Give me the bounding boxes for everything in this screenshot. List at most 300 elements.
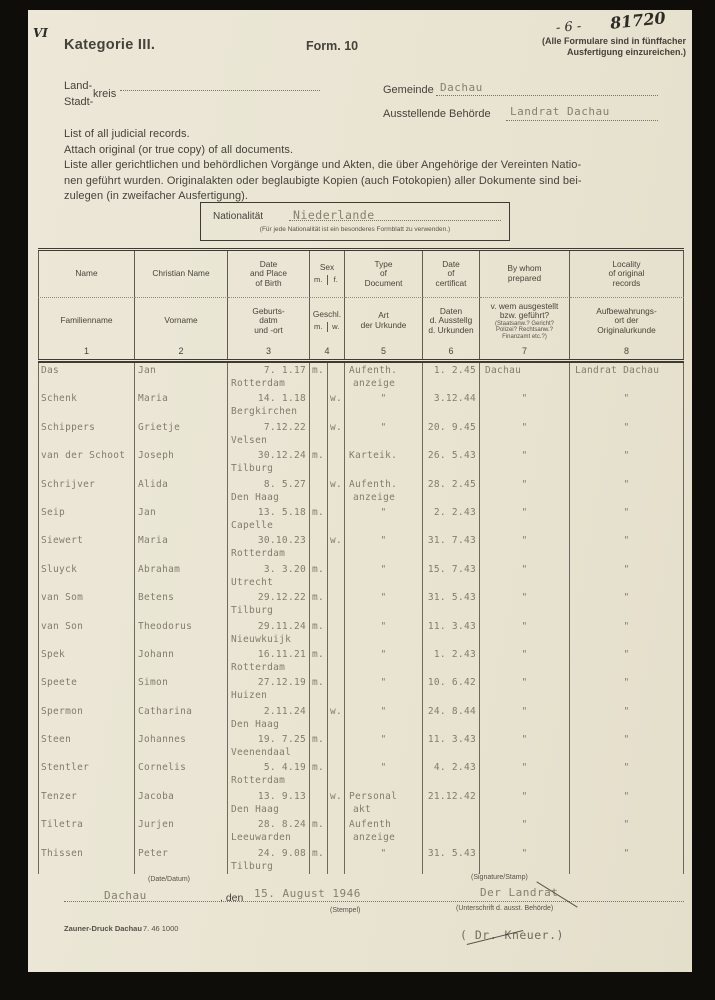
cell-doc-type — [345, 732, 423, 760]
cell-doc-type — [345, 477, 423, 505]
birth-place: Capelle — [231, 519, 274, 531]
nationality-note: (Für jede Nationalität ist ein besonderes Formblatt zu verwenden.) — [259, 226, 451, 233]
cell-first-name: Johannes — [135, 732, 228, 760]
cell-first-name: Jurjen — [135, 817, 228, 845]
cell-sex-w — [328, 619, 345, 647]
cert-date: 31. 7.43 — [427, 535, 476, 547]
birth-place: Den Haag — [231, 491, 280, 503]
cell-locality: " — [570, 533, 684, 561]
col-header-art: Art der Urkunde — [345, 298, 423, 344]
stadt-label: Stadt- — [64, 96, 94, 108]
col-header-geburt: Geburts- datm und -ort — [228, 298, 310, 344]
table-row — [38, 817, 684, 845]
cell-sex-m: m. — [310, 590, 328, 618]
table-row — [38, 619, 684, 647]
cell-cert-date — [423, 675, 480, 703]
cell-first-name: Maria — [135, 533, 228, 561]
cell-birth — [228, 477, 310, 505]
doc-type-line: " — [380, 592, 387, 604]
cell-sex-m — [310, 533, 328, 561]
birth-place: Utrecht — [231, 576, 274, 588]
table-row — [38, 363, 684, 391]
cell-first-name: Alida — [135, 477, 228, 505]
cell-doc-type — [345, 760, 423, 788]
document-page — [28, 10, 692, 972]
table-row — [38, 846, 684, 874]
cell-first-name: Joseph — [135, 448, 228, 476]
printer-imprint: Zauner-Druck Dachau — [64, 924, 142, 933]
cell-sex-m — [310, 704, 328, 732]
doc-type-line: " — [380, 563, 387, 575]
cell-prepared: " — [480, 675, 570, 703]
cert-date: 24. 8.44 — [427, 705, 476, 717]
cert-date: 31. 5.43 — [427, 592, 476, 604]
cell-birth — [228, 619, 310, 647]
cell-doc-type — [345, 590, 423, 618]
doc-type-line: " — [380, 847, 387, 859]
cell-cert-date — [423, 789, 480, 817]
cell-birth — [228, 562, 310, 590]
nationality-value: Niederlande — [293, 208, 375, 222]
cert-date: 2. 2.43 — [433, 506, 476, 518]
instruction-line: List of all judicial records. — [64, 128, 190, 140]
cell-family-name: Spermon — [38, 704, 135, 732]
cell-locality: " — [570, 647, 684, 675]
cell-doc-type — [345, 505, 423, 533]
doc-type-line: " — [380, 393, 387, 405]
instruction-line: nen geführt wurden. Originalakten oder beglaubigte Kopien (auch Fotokopien) aller Dokumente sind bei- — [64, 174, 582, 187]
birth-date: 13. 5.18 — [257, 506, 306, 518]
cell-sex-m: m. — [310, 732, 328, 760]
cell-sex-w: w. — [328, 420, 345, 448]
col-header-type: Type of Document — [345, 251, 423, 298]
nationality-box — [200, 202, 510, 241]
birth-date: 13. 9.13 — [257, 790, 306, 802]
cell-first-name: Betens — [135, 590, 228, 618]
cell-family-name: Schrijver — [38, 477, 135, 505]
cell-doc-type — [345, 647, 423, 675]
cell-cert-date — [423, 505, 480, 533]
date-value: 15. August 1946 — [254, 887, 361, 900]
cell-sex-w — [328, 448, 345, 476]
cell-first-name: Jacoba — [135, 789, 228, 817]
cell-family-name: Spek — [38, 647, 135, 675]
doc-type-line: Aufenth. — [349, 478, 398, 490]
cell-cert-date — [423, 590, 480, 618]
cell-birth — [228, 732, 310, 760]
cell-sex-w — [328, 817, 345, 845]
cell-locality: " — [570, 505, 684, 533]
cell-first-name: Cornelis — [135, 760, 228, 788]
cell-prepared: " — [480, 505, 570, 533]
gemeinde-fill-line — [436, 95, 658, 96]
cell-sex-w: w. — [328, 391, 345, 419]
cell-prepared: " — [480, 647, 570, 675]
cell-prepared: " — [480, 562, 570, 590]
cell-cert-date — [423, 647, 480, 675]
table-row — [38, 505, 684, 533]
table-row — [38, 448, 684, 476]
col-header-familienname: Familienname — [38, 298, 135, 344]
cell-birth — [228, 704, 310, 732]
cell-first-name: Johann — [135, 647, 228, 675]
cell-family-name: Tenzer — [38, 789, 135, 817]
cell-first-name: Abraham — [135, 562, 228, 590]
den-label: , den — [220, 892, 244, 904]
cell-sex-m — [310, 477, 328, 505]
cert-date: 4. 2.43 — [433, 762, 476, 774]
table-row — [38, 647, 684, 675]
cell-prepared: " — [480, 391, 570, 419]
instruction-line: Attach original (or true copy) of all documents. — [64, 143, 294, 156]
col-header-geschl: Geschl. m. w. — [310, 298, 345, 344]
kreis-label: kreis — [93, 88, 117, 100]
cell-cert-date — [423, 619, 480, 647]
cell-sex-m — [310, 391, 328, 419]
cell-sex-w — [328, 505, 345, 533]
doc-type-line: Aufenth. — [349, 365, 398, 376]
header-row-german — [38, 298, 684, 344]
doc-type-line: " — [380, 677, 387, 689]
cell-sex-m — [310, 420, 328, 448]
cell-birth — [228, 505, 310, 533]
cell-sex-w — [328, 732, 345, 760]
behoerde-value: Landrat Dachau — [510, 105, 610, 118]
cell-family-name: Speete — [38, 675, 135, 703]
doc-type-line: " — [380, 535, 387, 547]
doc-type-line: " — [380, 620, 387, 632]
cell-family-name: van der Schoot — [38, 448, 135, 476]
cert-date: 1. 2.43 — [433, 648, 476, 660]
birth-place: Velsen — [231, 434, 268, 446]
cell-prepared: Dachau — [480, 363, 570, 391]
cell-birth — [228, 789, 310, 817]
table-row — [38, 391, 684, 419]
cell-prepared: " — [480, 846, 570, 874]
cell-cert-date — [423, 477, 480, 505]
table-row — [38, 533, 684, 561]
col-header-name: Name — [38, 251, 135, 298]
birth-place: Leeuwarden — [231, 832, 292, 844]
birth-date: 5. 4.19 — [263, 762, 306, 774]
cell-family-name: van Son — [38, 619, 135, 647]
col-header-sex: Sex m. f. — [310, 251, 345, 298]
cert-date: 11. 3.43 — [427, 620, 476, 632]
handwritten-mark-top-left: VI — [33, 26, 48, 40]
unterschrift-label: (Unterschrift d. ausst. Behörde) — [456, 905, 554, 912]
cell-doc-type — [345, 675, 423, 703]
birth-place: Den Haag — [231, 803, 280, 815]
cell-sex-m: m. — [310, 647, 328, 675]
cell-sex-w — [328, 760, 345, 788]
birth-place: Rotterdam — [231, 661, 286, 673]
nationality-label: Nationalität — [213, 211, 264, 222]
cell-locality: " — [570, 477, 684, 505]
cell-prepared: " — [480, 477, 570, 505]
stempel-label: (Stempel) — [330, 907, 361, 914]
cell-locality: " — [570, 590, 684, 618]
cell-sex-w — [328, 363, 345, 391]
cell-cert-date — [423, 420, 480, 448]
birth-date: 30.10.23 — [257, 535, 306, 547]
doc-type-line: Personal — [349, 790, 398, 802]
handwritten-number: 81720 — [609, 8, 667, 33]
records-table — [38, 248, 684, 874]
cell-sex-m: m. — [310, 363, 328, 391]
handwritten-page-dash: - 6 - — [555, 19, 582, 36]
cell-prepared: " — [480, 420, 570, 448]
cell-locality: " — [570, 619, 684, 647]
cell-cert-date — [423, 704, 480, 732]
cert-date: 28. 2.45 — [427, 478, 476, 490]
cell-doc-type — [345, 817, 423, 845]
cell-locality: " — [570, 448, 684, 476]
cell-first-name: Jan — [135, 505, 228, 533]
cell-cert-date — [423, 533, 480, 561]
cell-prepared: " — [480, 760, 570, 788]
cell-sex-w — [328, 675, 345, 703]
instructions — [64, 127, 669, 205]
cell-first-name: Jan — [135, 363, 228, 391]
header-row-english — [38, 251, 684, 298]
birth-place: Rotterdam — [231, 775, 286, 787]
birth-date: 16.11.21 — [257, 648, 306, 660]
category-title: Kategorie III. — [64, 37, 156, 53]
form-number: Form. 10 — [306, 39, 359, 53]
cell-doc-type — [345, 448, 423, 476]
cell-locality: " — [570, 562, 684, 590]
cell-sex-m: m. — [310, 817, 328, 845]
birth-place: Huizen — [231, 690, 268, 702]
birth-place: Rotterdam — [231, 548, 286, 560]
cert-date: 20. 9.45 — [427, 421, 476, 433]
cell-birth — [228, 420, 310, 448]
cert-date: 31. 5.43 — [427, 847, 476, 859]
cell-family-name: Seip — [38, 505, 135, 533]
cell-sex-m: m. — [310, 562, 328, 590]
cell-family-name: Steen — [38, 732, 135, 760]
doc-type-line: Aufenth — [349, 819, 392, 831]
birth-date: 27.12.19 — [257, 677, 306, 689]
table-row — [38, 732, 684, 760]
signature-label: (Signature/Stamp) — [471, 874, 528, 881]
birth-date: 28. 8.24 — [257, 819, 306, 831]
cert-date: 15. 7.43 — [427, 563, 476, 575]
table-row — [38, 704, 684, 732]
cell-sex-m: m. — [310, 448, 328, 476]
cell-sex-w: w. — [328, 533, 345, 561]
cell-birth — [228, 675, 310, 703]
signature-line — [64, 901, 684, 902]
land-label: Land- — [64, 80, 93, 92]
cell-family-name: Schenk — [38, 391, 135, 419]
birth-date: 29.11.24 — [257, 620, 306, 632]
cell-doc-type — [345, 704, 423, 732]
cell-birth — [228, 647, 310, 675]
birth-date: 2.11.24 — [263, 705, 306, 717]
cell-locality: " — [570, 420, 684, 448]
cert-date: 21.12.42 — [427, 790, 476, 802]
col-header-birth: Date and Place of Birth — [228, 251, 310, 298]
cell-family-name: Schippers — [38, 420, 135, 448]
doc-type-line: anzeige — [353, 491, 396, 503]
printer-number: 7. 46 1000 — [143, 924, 179, 933]
birth-date: 30.12.24 — [257, 450, 306, 462]
cell-locality: " — [570, 391, 684, 419]
col-header-vorname: Vorname — [135, 298, 228, 344]
cell-doc-type — [345, 391, 423, 419]
behoerde-fill-line — [506, 120, 658, 121]
col-header-aufbewahrung: Aufbewahrungs- ort der Originalurkunde — [570, 298, 684, 344]
nationality-fill-line — [289, 220, 501, 221]
birth-date: 19. 7.25 — [257, 734, 306, 746]
cell-prepared: " — [480, 533, 570, 561]
table-row — [38, 760, 684, 788]
birth-place: Den Haag — [231, 718, 280, 730]
cell-locality: " — [570, 760, 684, 788]
cell-birth — [228, 846, 310, 874]
col-header-locality: Locality of original records — [570, 251, 684, 298]
table-body — [38, 361, 684, 874]
table-row — [38, 562, 684, 590]
cell-sex-w: w. — [328, 477, 345, 505]
cell-prepared: " — [480, 817, 570, 845]
cell-locality: " — [570, 704, 684, 732]
cell-birth — [228, 590, 310, 618]
cell-cert-date — [423, 732, 480, 760]
birth-place: Tilburg — [231, 463, 274, 475]
col-header-daten: Daten d. Ausstellg d. Urkunden — [423, 298, 480, 344]
cell-locality: " — [570, 732, 684, 760]
col-header-christian-name: Christian Name — [135, 251, 228, 298]
cell-birth — [228, 448, 310, 476]
birth-place: Bergkirchen — [231, 406, 298, 418]
table-row — [38, 477, 684, 505]
cell-prepared: " — [480, 789, 570, 817]
birth-date: 24. 9.08 — [257, 847, 306, 859]
instruction-line: zulegen (in zweifacher Ausfertigung). — [64, 190, 249, 202]
cell-family-name: Das — [38, 363, 135, 391]
cell-family-name: van Som — [38, 590, 135, 618]
doc-type-line: " — [380, 762, 387, 774]
cell-prepared: " — [480, 732, 570, 760]
birth-place: Tilburg — [231, 605, 274, 617]
gemeinde-label: Gemeinde — [383, 84, 434, 96]
behoerde-label: Ausstellende Behörde — [383, 108, 491, 120]
cell-first-name: Theodorus — [135, 619, 228, 647]
cell-sex-w — [328, 590, 345, 618]
cell-first-name: Grietje — [135, 420, 228, 448]
cell-family-name: Siewert — [38, 533, 135, 561]
cell-doc-type — [345, 619, 423, 647]
copies-note: (Alle Formulare sind in fünffacher Ausfertigung einzureichen.) — [541, 36, 686, 57]
cell-sex-m — [310, 789, 328, 817]
cell-locality: " — [570, 675, 684, 703]
table-row — [38, 789, 684, 817]
cell-cert-date — [423, 363, 480, 391]
cell-birth — [228, 760, 310, 788]
cell-sex-m: m. — [310, 846, 328, 874]
birth-place: Rotterdam — [231, 378, 286, 389]
table-row — [38, 590, 684, 618]
cell-doc-type — [345, 363, 423, 391]
table-header — [38, 248, 684, 360]
cell-family-name: Stentler — [38, 760, 135, 788]
place-value: Dachau — [104, 889, 147, 902]
cell-sex-w — [328, 846, 345, 874]
instruction-line: Liste aller gerichtlichen und behördlichen Vorgänge und Akten, die über Angehörige der Vereinten Natio- — [64, 159, 582, 171]
kreis-fill-line — [120, 90, 320, 91]
cell-sex-m: m. — [310, 675, 328, 703]
col-header-prepared: By whom prepared — [480, 251, 570, 298]
cell-doc-type — [345, 533, 423, 561]
cell-prepared: " — [480, 448, 570, 476]
cell-doc-type — [345, 420, 423, 448]
birth-place: Veenendaal — [231, 747, 292, 759]
header-row-numbers: 1 2 3 4 5 6 7 8 — [38, 344, 684, 360]
doc-type-line: " — [380, 705, 387, 717]
cell-family-name: Tiletra — [38, 817, 135, 845]
cell-doc-type — [345, 562, 423, 590]
birth-date: 7.12.22 — [263, 421, 306, 433]
doc-type-line: anzeige — [353, 832, 396, 844]
cell-prepared: " — [480, 619, 570, 647]
cell-cert-date — [423, 817, 480, 845]
cell-cert-date — [423, 448, 480, 476]
gemeinde-value: Dachau — [440, 81, 483, 94]
cell-first-name: Peter — [135, 846, 228, 874]
cell-sex-m: m. — [310, 760, 328, 788]
cell-first-name: Simon — [135, 675, 228, 703]
cell-locality: " — [570, 846, 684, 874]
table-row — [38, 675, 684, 703]
cell-birth — [228, 817, 310, 845]
birth-date: 3. 3.20 — [263, 563, 306, 575]
cell-sex-m: m. — [310, 505, 328, 533]
cell-birth — [228, 533, 310, 561]
cell-sex-m: m. — [310, 619, 328, 647]
birth-date: 29.12.22 — [257, 592, 306, 604]
cell-locality: " — [570, 789, 684, 817]
doc-type-line: akt — [353, 803, 372, 815]
cert-date: 10. 6.42 — [427, 677, 476, 689]
table-row — [38, 420, 684, 448]
doc-type-line: " — [380, 421, 387, 433]
cell-cert-date — [423, 391, 480, 419]
cell-family-name: Thissen — [38, 846, 135, 874]
cell-first-name: Maria — [135, 391, 228, 419]
cell-first-name: Catharina — [135, 704, 228, 732]
cell-birth — [228, 391, 310, 419]
cert-date — [423, 817, 479, 818]
signature-value: Der Landrat — [480, 886, 559, 899]
birth-place: Tilburg — [231, 860, 274, 872]
doc-type-line: Karteik. — [349, 450, 398, 462]
cell-sex-w: w. — [328, 789, 345, 817]
col-header-cert-date: Date of certificat — [423, 251, 480, 298]
cell-locality: Landrat Dachau — [570, 363, 684, 391]
cell-family-name: Sluyck — [38, 562, 135, 590]
cell-locality: " — [570, 817, 684, 845]
date-label: (Date/Datum) — [148, 876, 191, 883]
cell-birth — [228, 363, 310, 391]
col-header-ausgestellt: v. wem ausgestellt bzw. geführt? (Staatsanw.? Gericht? Polizei? Rechtsanw.? Finanzamt etc.?) — [480, 298, 570, 344]
cert-date: 1. 2.45 — [433, 365, 476, 376]
cell-sex-w: w. — [328, 704, 345, 732]
cert-date: 3.12.44 — [433, 393, 476, 405]
doc-type-line: anzeige — [353, 378, 396, 389]
birth-place: Nieuwkuijk — [231, 633, 292, 645]
